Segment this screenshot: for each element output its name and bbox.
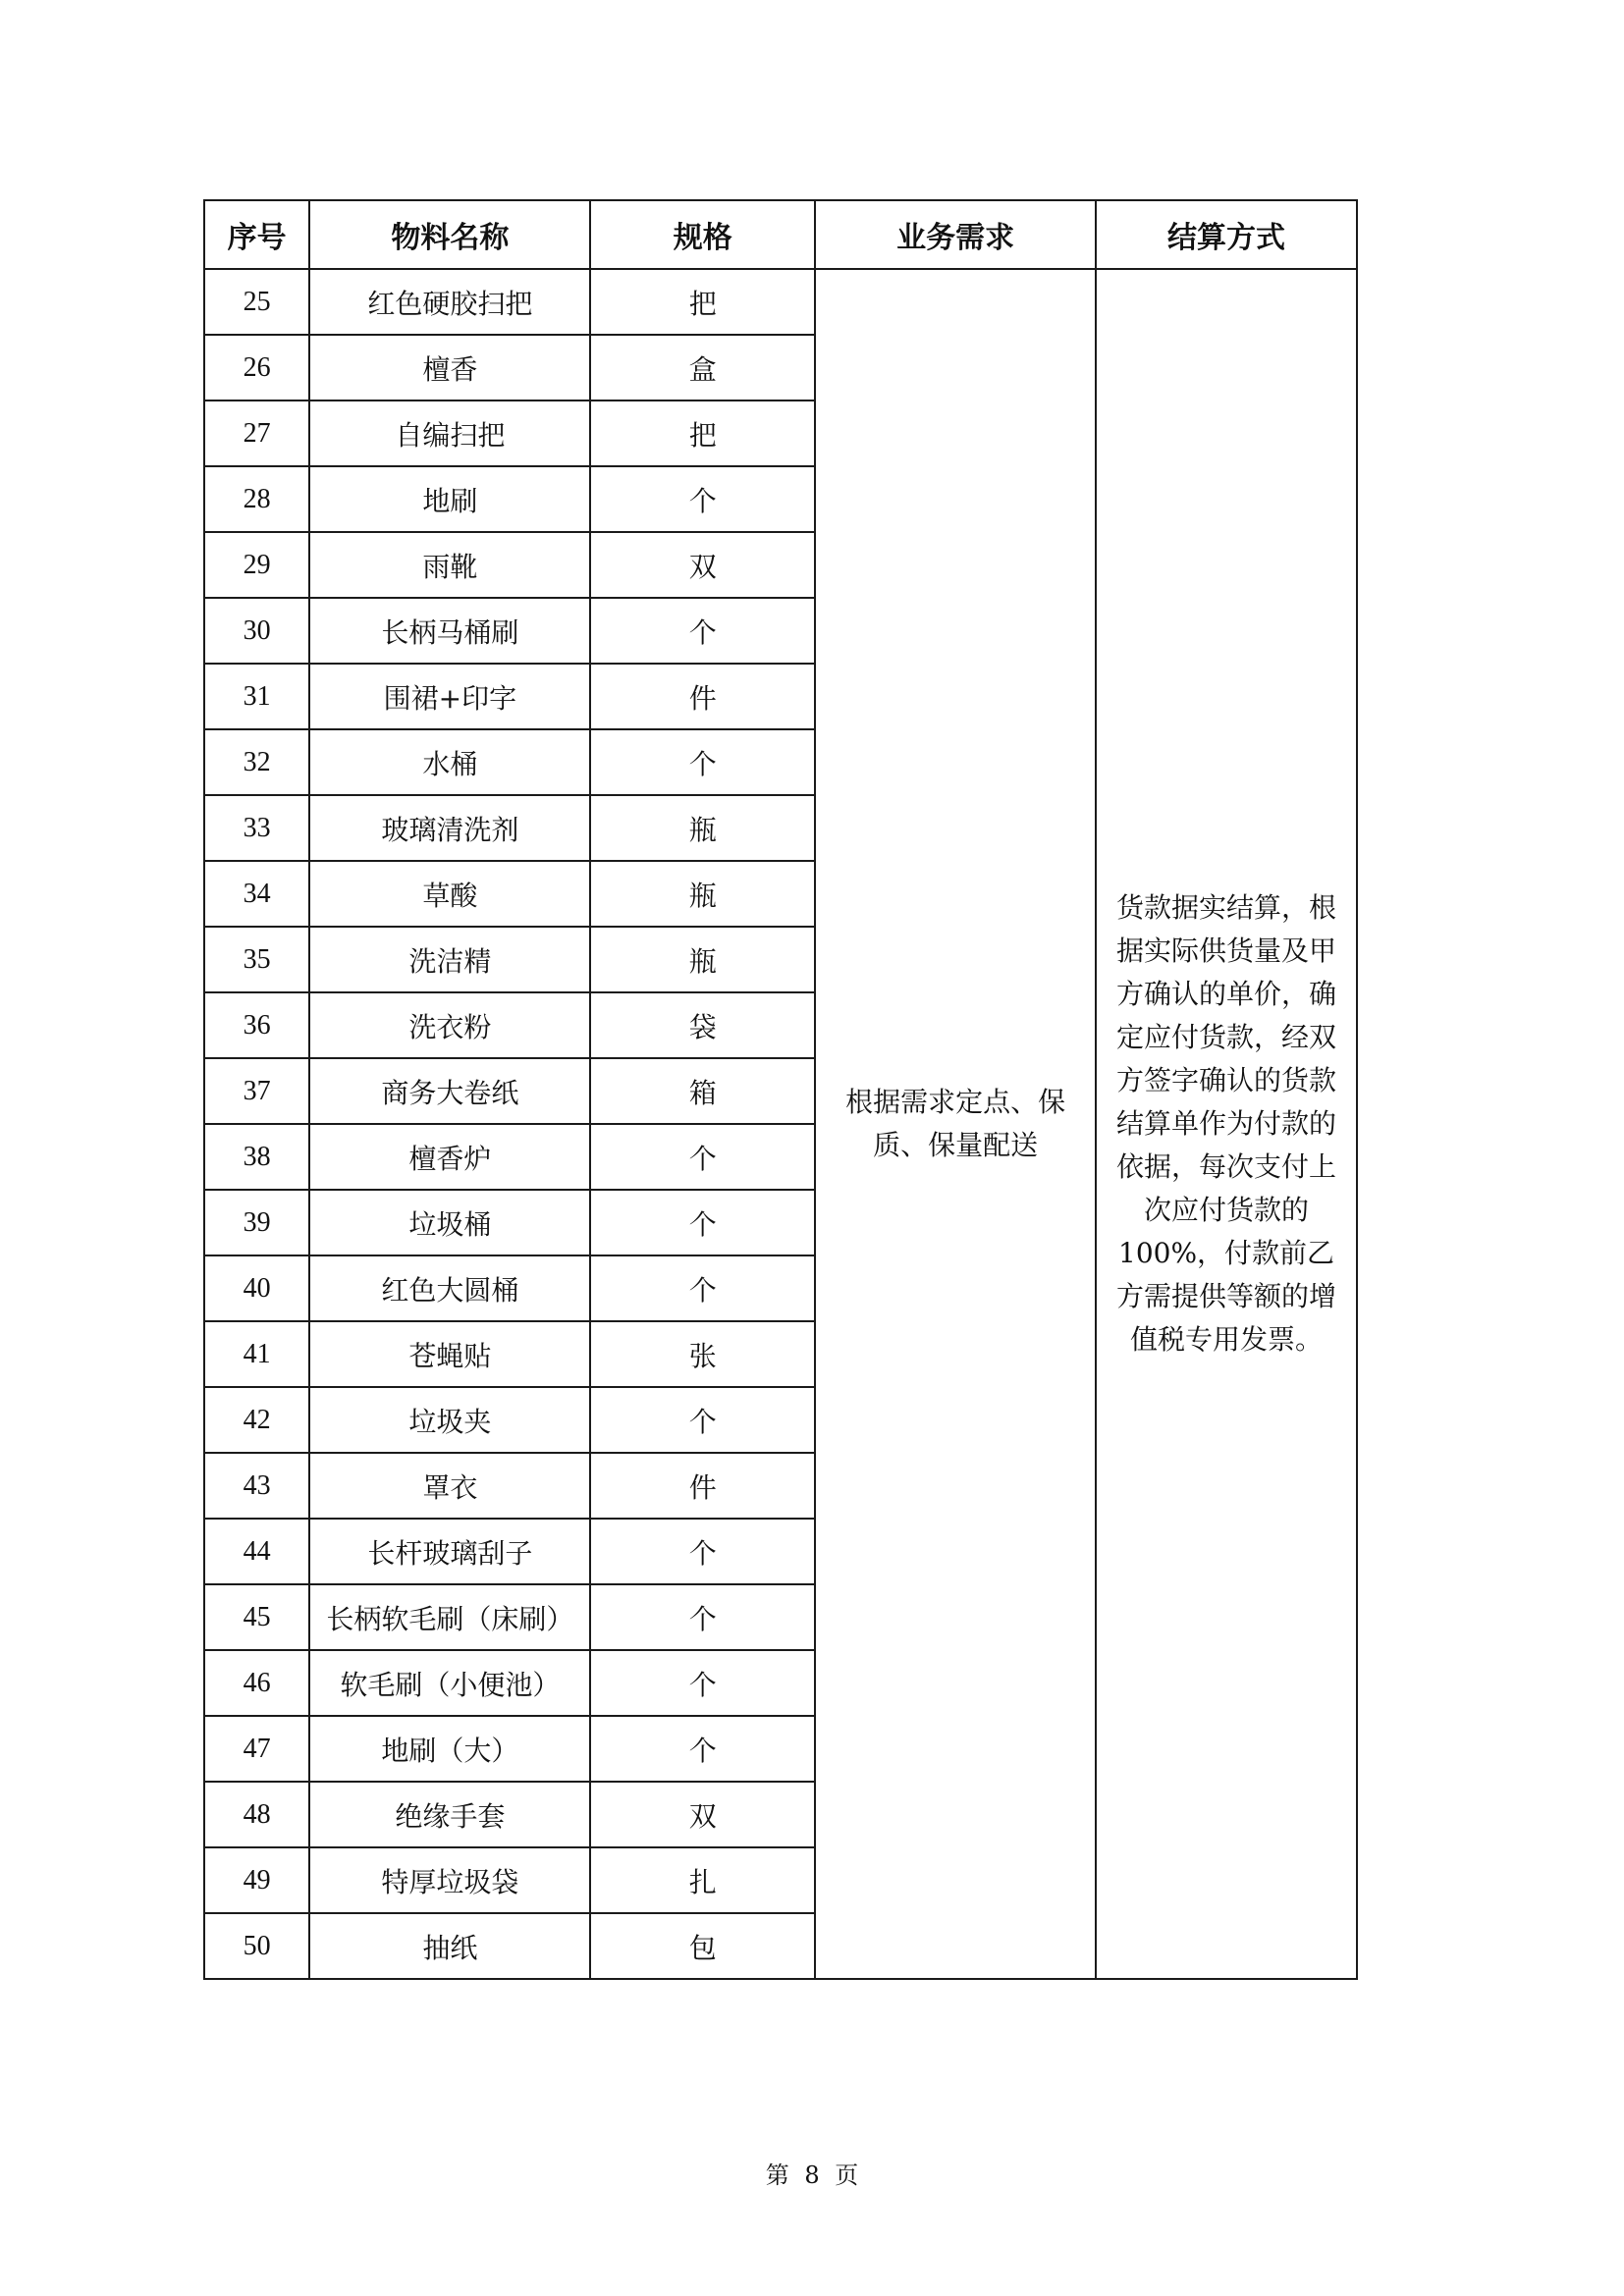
- row-number: 41: [204, 1321, 309, 1387]
- row-number: 42: [204, 1387, 309, 1453]
- header-no: 序号: [204, 200, 309, 269]
- material-spec: 瓶: [590, 795, 815, 861]
- row-number: 38: [204, 1124, 309, 1190]
- material-name: 红色大圆桶: [309, 1255, 590, 1321]
- material-spec: 盒: [590, 335, 815, 400]
- material-spec: 把: [590, 400, 815, 466]
- table-body: [204, 269, 1357, 1979]
- material-name: 垃圾夹: [309, 1387, 590, 1453]
- row-number: 25: [204, 269, 309, 335]
- material-name: 檀香: [309, 335, 590, 400]
- material-name: 洗衣粉: [309, 992, 590, 1058]
- material-name: 长杆玻璃刮子: [309, 1519, 590, 1584]
- row-number: 50: [204, 1913, 309, 1979]
- row-number: 49: [204, 1847, 309, 1913]
- row-number: 32: [204, 729, 309, 795]
- row-number: 45: [204, 1584, 309, 1650]
- material-spec: 件: [590, 664, 815, 729]
- settlement-method-text: 货款据实结算，根据实际供货量及甲方确认的单价，确定应付货款，经双方签字确认的货款结算单作为付款的依据，每次支付上次应付货款的100%，付款前乙方需提供等额的增值税专用发票。: [1096, 269, 1357, 1979]
- material-spec: 扎: [590, 1847, 815, 1913]
- material-name: 玻璃清洗剂: [309, 795, 590, 861]
- material-name: 特厚垃圾袋: [309, 1847, 590, 1913]
- material-name: 长柄软毛刷（床刷）: [309, 1584, 590, 1650]
- material-spec: 个: [590, 1519, 815, 1584]
- material-name: 草酸: [309, 861, 590, 927]
- page-number: 第 8 页: [765, 2162, 859, 2189]
- material-spec: 个: [590, 1387, 815, 1453]
- material-spec: 袋: [590, 992, 815, 1058]
- material-name: 苍蝇贴: [309, 1321, 590, 1387]
- row-number: 47: [204, 1716, 309, 1782]
- row-number: 48: [204, 1782, 309, 1847]
- material-name: 垃圾桶: [309, 1190, 590, 1255]
- header-demand: 业务需求: [815, 200, 1096, 269]
- material-spec: 双: [590, 532, 815, 598]
- business-demand-text: 根据需求定点、保质、保量配送: [815, 269, 1096, 1979]
- material-spec: 件: [590, 1453, 815, 1519]
- header-settlement: 结算方式: [1096, 200, 1357, 269]
- row-number: 26: [204, 335, 309, 400]
- material-name: 水桶: [309, 729, 590, 795]
- material-name: 围裙+印字: [309, 664, 590, 729]
- material-name: 自编扫把: [309, 400, 590, 466]
- row-number: 43: [204, 1453, 309, 1519]
- material-name: 商务大卷纸: [309, 1058, 590, 1124]
- row-number: 27: [204, 400, 309, 466]
- row-number: 33: [204, 795, 309, 861]
- row-number: 34: [204, 861, 309, 927]
- material-name: 绝缘手套: [309, 1782, 590, 1847]
- table-header-row: [204, 200, 1357, 269]
- material-name: 雨靴: [309, 532, 590, 598]
- row-number: 36: [204, 992, 309, 1058]
- material-name: 抽纸: [309, 1913, 590, 1979]
- material-spec: 个: [590, 1584, 815, 1650]
- material-spec: 张: [590, 1321, 815, 1387]
- material-spec: 个: [590, 466, 815, 532]
- row-number: 28: [204, 466, 309, 532]
- material-spec: 个: [590, 1190, 815, 1255]
- row-number: 37: [204, 1058, 309, 1124]
- material-spec: 瓶: [590, 861, 815, 927]
- material-name: 软毛刷（小便池）: [309, 1650, 590, 1716]
- row-number: 35: [204, 927, 309, 992]
- material-name: 檀香炉: [309, 1124, 590, 1190]
- materials-table: [203, 199, 1358, 1980]
- row-number: 31: [204, 664, 309, 729]
- row-number: 40: [204, 1255, 309, 1321]
- material-spec: 个: [590, 729, 815, 795]
- material-spec: 把: [590, 269, 815, 335]
- header-spec: 规格: [590, 200, 815, 269]
- material-name: 长柄马桶刷: [309, 598, 590, 664]
- row-number: 29: [204, 532, 309, 598]
- material-name: 地刷: [309, 466, 590, 532]
- material-spec: 个: [590, 1650, 815, 1716]
- material-spec: 包: [590, 1913, 815, 1979]
- header-name: 物料名称: [309, 200, 590, 269]
- material-spec: 个: [590, 1255, 815, 1321]
- table-row: [204, 269, 1357, 335]
- material-spec: 箱: [590, 1058, 815, 1124]
- material-name: 地刷（大）: [309, 1716, 590, 1782]
- row-number: 44: [204, 1519, 309, 1584]
- material-name: 洗洁精: [309, 927, 590, 992]
- material-name: 红色硬胶扫把: [309, 269, 590, 335]
- row-number: 30: [204, 598, 309, 664]
- row-number: 46: [204, 1650, 309, 1716]
- material-spec: 个: [590, 1716, 815, 1782]
- material-spec: 双: [590, 1782, 815, 1847]
- material-spec: 个: [590, 1124, 815, 1190]
- material-name: 罩衣: [309, 1453, 590, 1519]
- material-spec: 瓶: [590, 927, 815, 992]
- row-number: 39: [204, 1190, 309, 1255]
- material-spec: 个: [590, 598, 815, 664]
